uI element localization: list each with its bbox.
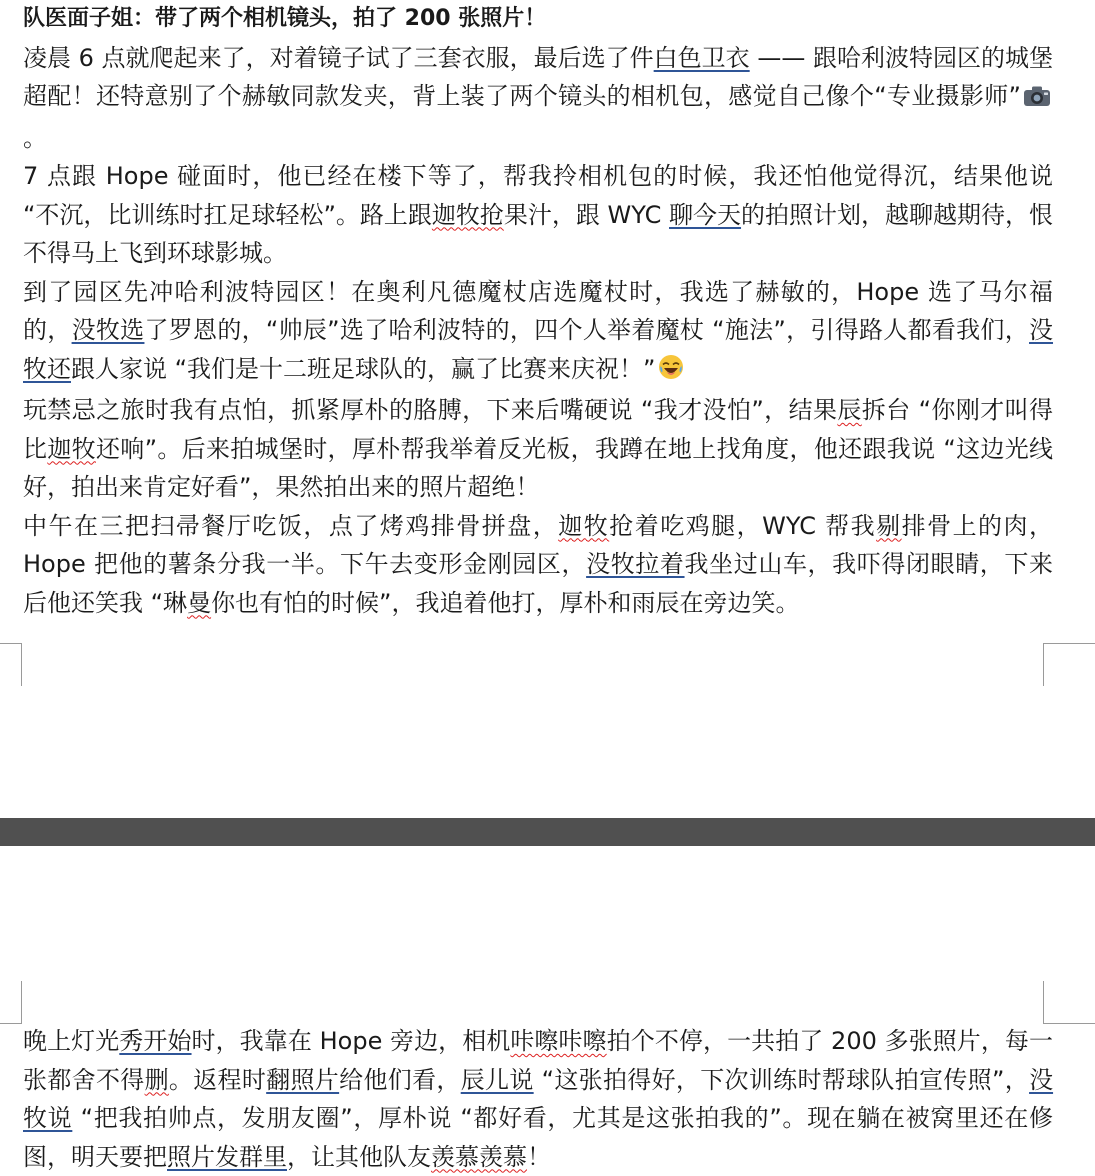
text-run: 我坐过山车，我吓得闭眼睛，下来后他还笑我 “琳 — [23, 550, 1054, 617]
laughing-emoji-icon — [658, 353, 684, 392]
spellcheck-flagged-text: 迦牧抢 — [431, 200, 504, 229]
grammar-underlined-text: 辰儿说 — [460, 1065, 534, 1094]
spellcheck-flagged-text: 剔 — [876, 511, 902, 540]
text-run: 给他们看， — [339, 1065, 461, 1094]
spellcheck-flagged-text: 迦牧 — [47, 434, 96, 463]
text-run: 抢着吃鸡腿，WYC 帮我 — [609, 511, 877, 540]
text-run: “把我拍帅点，发朋友圈”，厚朴说 “都好看，尤其是这张拍我的”。现在躺在被窝里还在修图，明天要把 — [23, 1104, 1053, 1171]
text-run: 中午在三把扫帚餐厅吃饭，点了烤鸡排骨拼盘， — [23, 511, 559, 540]
spellcheck-flagged-text: 辰 — [837, 396, 862, 424]
document-title[interactable]: 队医面子姐：带了两个相机镜头，拍了 200 张照片！ — [23, 6, 547, 31]
spellcheck-flagged-text: 删 — [144, 1065, 169, 1094]
text-run: 玩禁忌之旅时我有点怕，抓紧厚朴的胳膊，下来后嘴硬说 “我才没怕”，结果 — [23, 396, 838, 424]
text-run: 跟人家说 “我们是十二班足球队的，赢了比赛来庆祝！” — [71, 354, 656, 383]
text-run: —— 跟哈利波特园区的城堡超配！还特意别了个赫敏同款发夹，背上装了两个镜头的相机包，感觉自己像个“专业摄影师” — [23, 43, 1053, 110]
grammar-underlined-text: 没牧选 — [71, 316, 145, 344]
text-run: 晚上灯光 — [23, 1027, 120, 1055]
text-run: 排骨上的肉，Hope 把他的薯条分我一半。下午去变形金刚园区， — [23, 511, 1054, 578]
grammar-underlined-text: 秀开始 — [119, 1027, 192, 1055]
text-run: 时，我靠在 Hope 旁边，相机 — [191, 1027, 511, 1055]
spellcheck-flagged-text: 咔嚓咔嚓 — [510, 1027, 607, 1055]
paragraph-2[interactable] — [23, 157, 1053, 273]
text-run: “这张拍得好，下次训练时帮球队拍宣传照”， — [533, 1065, 1030, 1094]
paragraph-3[interactable] — [23, 273, 1053, 392]
text-run: 凌晨 6 点就爬起来了，对着镜子试了三套衣服，最后选了件 — [23, 43, 654, 72]
text-run: 。返程时 — [168, 1065, 267, 1094]
text-run: ！ — [527, 1142, 551, 1171]
grammar-underlined-text: 聊今天 — [669, 200, 742, 229]
page-margin-corner-bottom-right — [1043, 643, 1095, 686]
page-break-gap — [0, 818, 1095, 846]
text-run: 了罗恩的，“帅辰”选了哈利波特的，四个人举着魔杖 “施法”，引得路人都看我们， — [144, 316, 1030, 344]
page-2-text — [23, 1022, 1053, 1176]
grammar-underlined-text: 白色卫衣 — [653, 43, 750, 72]
text-run: 到了园区先冲哈利波特园区！在奥利凡德魔杖店选魔杖时，我选了赫敏的，Hope 选了马尔福的， — [23, 277, 1053, 344]
text-run: 拆台 “你刚才叫得比 — [23, 396, 1054, 463]
grammar-underlined-text: 照片发群里 — [167, 1142, 287, 1171]
spellcheck-flagged-text: 迦牧 — [558, 511, 610, 540]
paragraph-6[interactable] — [23, 1022, 1053, 1176]
document-page-2 — [0, 846, 1095, 1173]
text-run: 还响”。后来拍城堡时，厚朴帮我举着反光板，我蹲在地上找角度，他还跟我说 “这边光线好，拍出来肯定好看”，果然拍出来的照片超绝！ — [23, 434, 1054, 501]
grammar-underlined-text: 没牧拉着 — [586, 550, 685, 578]
text-run: 果汁，跟 WYC — [503, 200, 670, 229]
grammar-underlined-text: 没牧说 — [23, 1065, 1054, 1132]
spellcheck-flagged-text: 曼 — [187, 588, 212, 617]
page-1-text — [23, 0, 1053, 622]
grammar-underlined-text: 没牧还 — [23, 316, 1054, 383]
text-run: 。 — [23, 123, 47, 152]
paragraph-1[interactable] — [23, 39, 1053, 158]
text-run: ，让其他队友 — [287, 1142, 431, 1171]
spellcheck-flagged-text: 羡慕羡慕 — [431, 1142, 527, 1171]
page-margin-corner-bottom-left — [0, 643, 22, 686]
text-run: 你也有怕的时候”，我追着他打，厚朴和雨辰在旁边笑。 — [211, 588, 800, 617]
grammar-underlined-text: 翻照片 — [266, 1065, 340, 1094]
paragraph-5[interactable] — [23, 507, 1053, 623]
text-run: 拍个不停，一共拍了 200 多张照片，每一张都舍不得 — [23, 1027, 1054, 1094]
paragraph-4[interactable] — [23, 391, 1053, 507]
page-margin-corner-top-left — [0, 981, 22, 1024]
camera-icon — [1023, 80, 1051, 119]
text-run: 7 点跟 Hope 碰面时，他已经在楼下等了，帮我拎相机包的时候，我还怕他觉得沉，结果他说 “不沉，比训练时扛足球轻松”。路上跟 — [23, 162, 1053, 229]
page-margin-corner-top-right — [1043, 981, 1095, 1024]
text-run: 的拍照计划，越聊越期待，恨不得马上飞到环球影城。 — [23, 200, 1054, 267]
